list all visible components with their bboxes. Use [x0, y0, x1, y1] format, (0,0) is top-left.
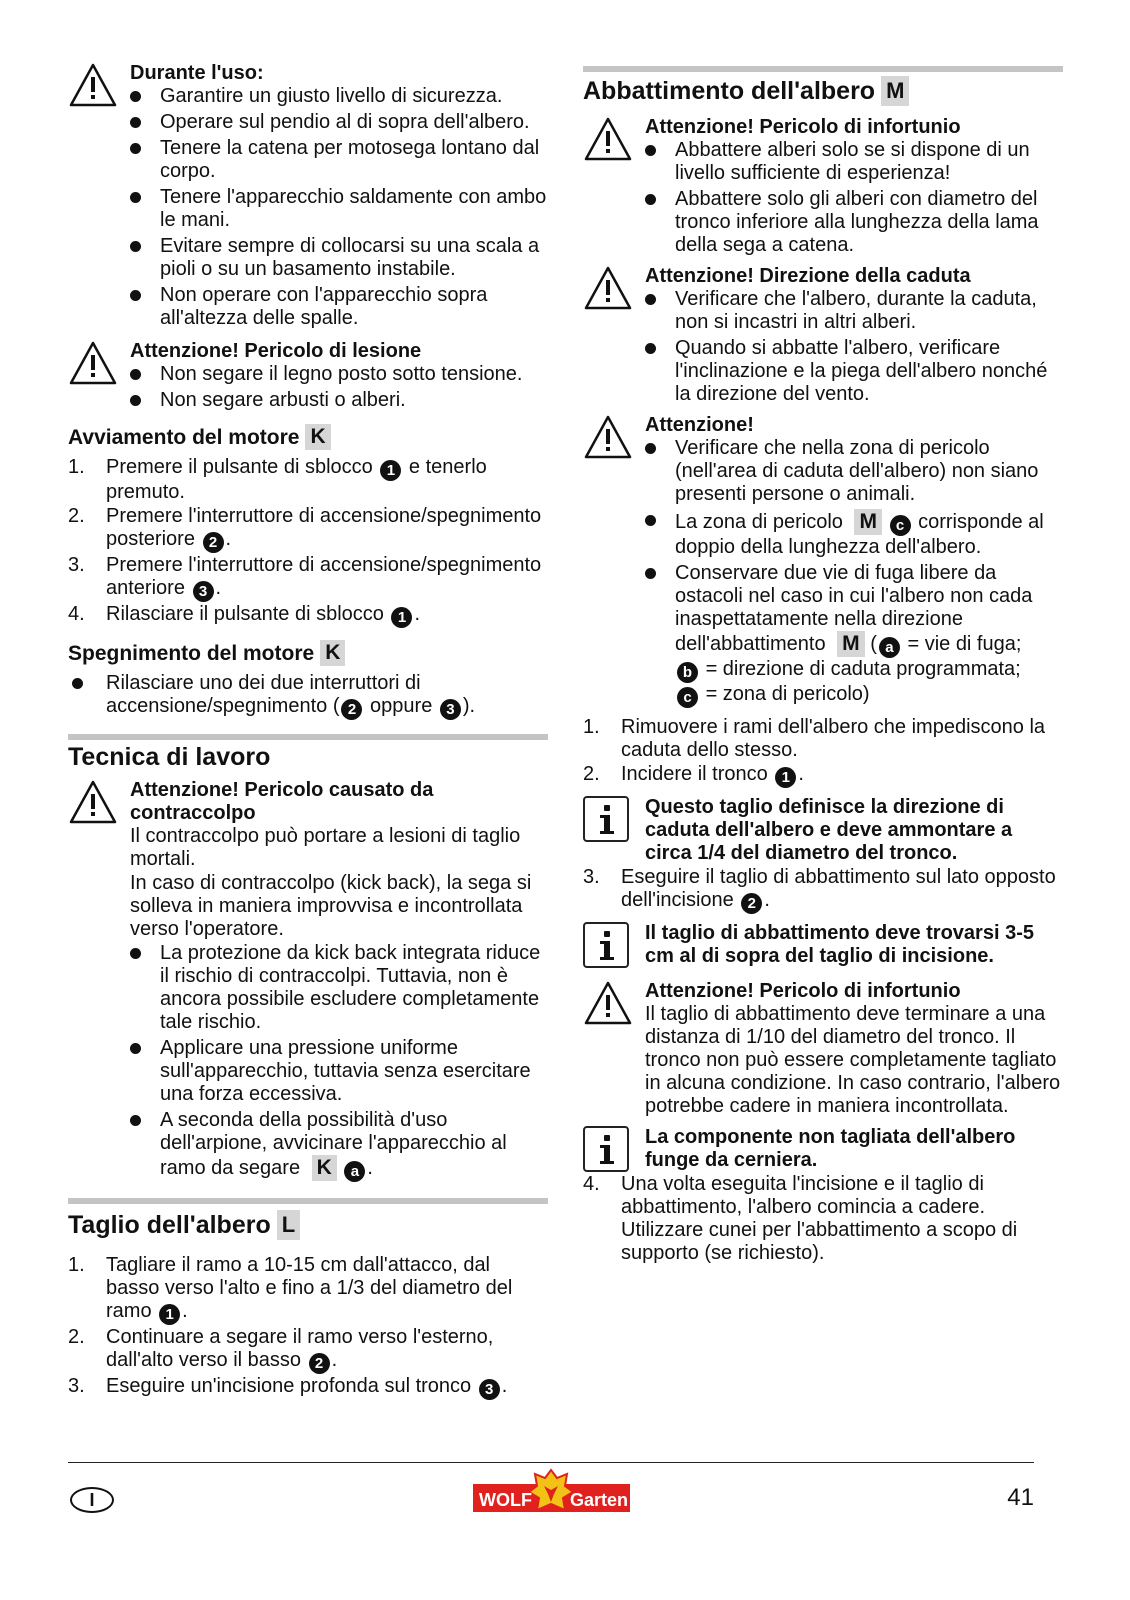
warning-title: Durante l'uso: [130, 62, 264, 84]
number-badge: 3 [440, 699, 461, 720]
warning-triangle-icon [68, 779, 118, 825]
step-item: 2. Premere l'interruttore di accensione/spegnimento posteriore 2 . [68, 505, 542, 551]
section-divider [583, 66, 1063, 72]
figure-ref: K [320, 640, 345, 666]
step-item: 1. Tagliare il ramo a 10-15 cm dall'attacco, dal basso verso l'alto e fino a 1/3 del diametro del ramo 1 . [68, 1254, 513, 1323]
stop-motor-list [68, 672, 548, 720]
attention-list [645, 437, 1063, 708]
figure-ref: M [837, 631, 865, 657]
start-motor-heading: Avviamento del motore K [68, 424, 548, 450]
language-badge: I [70, 1487, 114, 1513]
info-note [583, 796, 1063, 865]
list-item: La zona di pericolo M c corrisponde al doppio della lunghezza dell'albero. [645, 509, 1063, 559]
warning-risk-2 [583, 980, 1063, 1118]
warning-title: Attenzione! Pericolo di infortunio [645, 116, 961, 138]
risk-list [645, 139, 1063, 257]
branch-section [68, 1198, 548, 1400]
direction-list [645, 288, 1063, 406]
warning-attention [583, 414, 1063, 708]
number-badge: 2 [741, 893, 762, 914]
number-badge: 1 [391, 607, 412, 628]
list-item: Applicare una pressione uniforme sull'apparecchio, tuttavia senza esercitare una forza eccessiva. [130, 1037, 548, 1106]
info-note [583, 1126, 1063, 1172]
footer-divider [68, 1462, 1034, 1463]
list-item: Tenere la catena per motosega lontano dal corpo. [130, 137, 548, 183]
info-text: Questo taglio definisce la direzione di caduta dell'albero e deve ammontare a circa 1/4 del diametro del tronco. [645, 796, 1013, 864]
list-item: Tenere l'apparecchio saldamente con ambo le mani. [130, 186, 548, 232]
number-badge: 2 [309, 1353, 330, 1374]
info-note [583, 922, 1063, 968]
warning-text: Il taglio di abbattimento deve terminare a una distanza di 1/10 del diametro del tronco. Il tronco non può essere completamente tagliato in alcuna condizione. In caso contrario, l'albero potrebbe cadere in maniera incontrollata. [645, 1003, 1061, 1117]
warning-title: Attenzione! Pericolo di lesione [130, 340, 422, 362]
list-item: Operare sul pendio al di sopra dell'albero. [130, 111, 548, 134]
list-item: Quando si abbatte l'albero, verificare l'inclinazione e la piega dell'albero nonché la direzione del vento. [645, 337, 1063, 406]
figure-ref: M [881, 76, 909, 106]
section-divider [68, 1198, 548, 1204]
section-title: Abbattimento dell'albero M [583, 76, 1063, 106]
warning-direction [583, 265, 1063, 406]
list-item: Evitare sempre di collocarsi su una scala a pioli o su un basamento instabile. [130, 235, 548, 281]
info-icon [583, 796, 629, 842]
svg-text:WOLF: WOLF [479, 1490, 532, 1510]
step-item: 3. Eseguire un'incisione profonda sul tronco 3 . [68, 1375, 508, 1398]
step-item: 3. Premere l'interruttore di accensione/spegnimento anteriore 3 . [68, 554, 542, 600]
list-item: Non segare il legno posto sotto tensione. [130, 363, 548, 386]
list-item: Non segare arbusti o alberi. [130, 389, 548, 412]
list-item: Garantire un giusto livello di sicurezza. [130, 85, 548, 108]
warning-injury [68, 340, 548, 412]
warning-during-use [68, 62, 548, 330]
figure-ref: M [854, 509, 882, 535]
during-use-list [130, 85, 548, 330]
warning-title: Attenzione! Direzione della caduta [645, 265, 971, 287]
warning-text: Il contraccolpo può portare a lesioni di taglio mortali. [130, 825, 521, 870]
left-column [68, 62, 548, 1401]
branch-steps [68, 1254, 548, 1400]
figure-ref: K [312, 1155, 337, 1181]
warning-triangle-icon [68, 340, 118, 386]
figure-ref: K [305, 424, 330, 450]
step-item: 2. Continuare a segare il ramo verso l'esterno, dall'alto verso il basso 2 . [68, 1326, 494, 1372]
letter-badge: b [677, 662, 698, 683]
list-item: Rilasciare uno dei due interruttori di accensione/spegnimento ( 2 oppure 3 ). [68, 672, 548, 720]
step-item: 4. Una volta eseguita l'incisione e il taglio di abbattimento, l'albero comincia a cadere. Utilizzare cunei per l'abbattimento a scopo di supporto (se richiesto). [583, 1173, 1018, 1264]
step-item: 4. Rilasciare il pulsante di sblocco 1 . [68, 603, 421, 626]
list-item: A seconda della possibilità d'uso dell'arpione, avvicinare l'apparecchio al ramo da segare K a . [130, 1109, 548, 1182]
step-item: 1. Rimuovere i rami dell'albero che impediscono la caduta dello stesso. [583, 716, 1046, 761]
number-badge: 3 [193, 581, 214, 602]
info-icon [583, 922, 629, 968]
wolf-garten-logo [473, 1468, 630, 1516]
number-badge: 1 [380, 460, 401, 481]
info-text: La componente non tagliata dell'albero funge da cerniera. [645, 1126, 1016, 1171]
felling-steps-a [583, 716, 1063, 788]
warning-triangle-icon [583, 414, 633, 460]
letter-badge: a [879, 637, 900, 658]
start-motor-steps [68, 456, 548, 628]
section-title: Tecnica di lavoro [68, 743, 271, 771]
list-item: Conservare due vie di fuga libere da ostacoli nel caso in cui l'albero non cada inaspettatamente nella direzione dell'abbattimento M ( a = vie di fuga; b = direzione di caduta programmata; c = zona di pericolo) [645, 562, 1063, 708]
section-divider [68, 734, 548, 740]
warning-title: Attenzione! Pericolo causato da contraccolpo [130, 779, 434, 824]
warning-title: Attenzione! [645, 414, 754, 436]
warning-triangle-icon [583, 116, 633, 162]
letter-badge: c [677, 687, 698, 708]
technique-section [68, 734, 548, 1182]
svg-text:Garten: Garten [570, 1490, 629, 1510]
kickback-list [130, 942, 548, 1182]
warning-triangle-icon [68, 62, 118, 108]
right-column [583, 66, 1063, 1266]
warning-triangle-icon [583, 980, 633, 1026]
injury-list [130, 363, 548, 412]
number-badge: 3 [479, 1379, 500, 1400]
section-title: Taglio dell'albero L [68, 1210, 548, 1240]
stop-motor-heading: Spegnimento del motore K [68, 640, 548, 666]
figure-ref: L [277, 1210, 300, 1240]
warning-title: Attenzione! Pericolo di infortunio [645, 980, 961, 1002]
felling-step-4 [583, 1173, 1063, 1265]
step-item: 2. Incidere il tronco 1 . [583, 763, 804, 786]
list-item: Non operare con l'apparecchio sopra all'altezza delle spalle. [130, 284, 548, 330]
info-text: Il taglio di abbattimento deve trovarsi 3-5 cm al di sopra del taglio di incisione. [645, 922, 1034, 967]
number-badge: 2 [341, 699, 362, 720]
warning-triangle-icon [583, 265, 633, 311]
list-item: Abbattere alberi solo se si dispone di un livello sufficiente di esperienza! [645, 139, 1063, 185]
number-badge: 1 [159, 1304, 180, 1325]
list-item: Verificare che l'albero, durante la caduta, non si incastri in altri alberi. [645, 288, 1063, 334]
page-number: 41 [1007, 1484, 1034, 1511]
warning-kickback [68, 779, 548, 1182]
felling-step-3 [583, 866, 1063, 914]
warning-risk [583, 116, 1063, 257]
list-item: Verificare che nella zona di pericolo (nell'area di caduta dell'albero) non siano presenti persone o animali. [645, 437, 1063, 506]
step-item: 3. Eseguire il taglio di abbattimento sul lato opposto dell'incisione 2 . [583, 866, 1056, 912]
info-icon [583, 1126, 629, 1172]
number-badge: 1 [775, 767, 796, 788]
list-item: La protezione da kick back integrata riduce il rischio di contraccolpi. Tuttavia, non è ancora possibile escludere completamente tale rischio. [130, 942, 548, 1034]
letter-badge: c [890, 515, 911, 536]
step-item: 1. Premere il pulsante di sblocco 1 e tenerlo premuto. [68, 456, 487, 503]
list-item: Abbattere solo gli alberi con diametro del tronco inferiore alla lunghezza della lama della sega a catena. [645, 188, 1063, 257]
letter-badge: a [344, 1161, 365, 1182]
number-badge: 2 [203, 532, 224, 553]
warning-text: In caso di contraccolpo (kick back), la sega si solleva in maniera improvvisa e incontrollata verso l'operatore. [130, 872, 532, 940]
